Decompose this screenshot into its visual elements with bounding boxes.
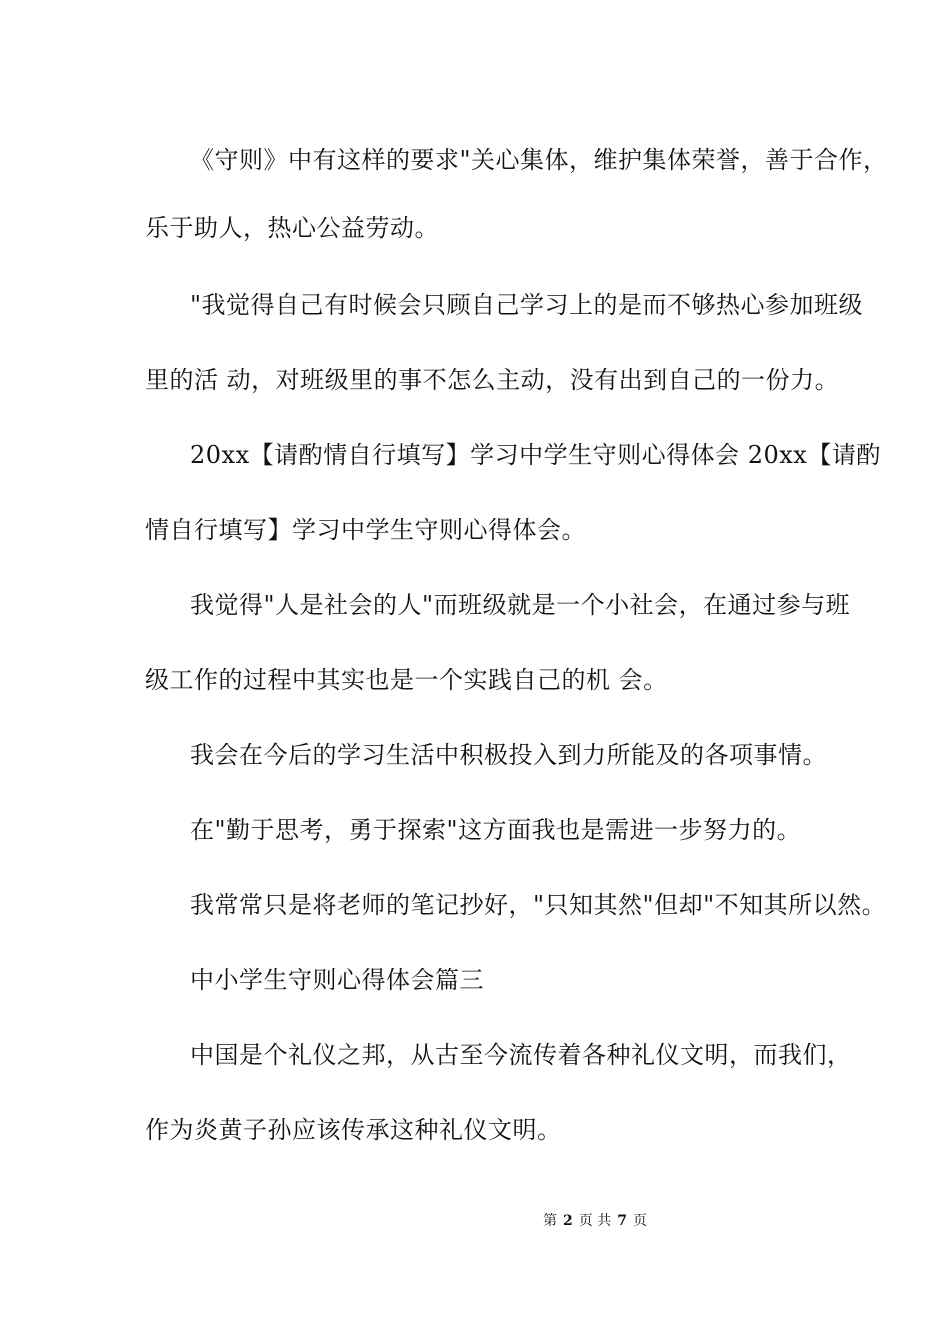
paragraph-2-line-1: "我觉得自己有时候会只顾自己学习上的是而不够热心参加班级 bbox=[190, 291, 864, 319]
paragraph-5-line-1: 我会在今后的学习生活中积极投入到力所能及的各项事情。 bbox=[190, 741, 827, 769]
section-heading: 中小学生守则心得体会篇三 bbox=[190, 966, 484, 994]
footer-middle: 页 共 bbox=[578, 1213, 612, 1229]
paragraph-3-line-1: 20xx【请酌情自行填写】学习中学生守则心得体会 20xx【请酌 bbox=[190, 441, 881, 469]
paragraph-4-line-2: 级工作的过程中其实也是一个实践自己的机 会。 bbox=[145, 666, 668, 694]
footer-suffix: 页 bbox=[632, 1213, 647, 1229]
current-page-number: 2 bbox=[563, 1213, 573, 1229]
paragraph-1-line-2: 乐于助人，热心公益劳动。 bbox=[145, 214, 439, 242]
paragraph-2-line-2: 里的活 动，对班级里的事不怎么主动，没有出到自己的一份力。 bbox=[145, 366, 840, 394]
paragraph-9-line-1: 中国是个礼仪之邦，从古至今流传着各种礼仪文明，而我们， bbox=[190, 1041, 852, 1069]
page-footer bbox=[0, 1212, 950, 1230]
paragraph-3-line-2: 情自行填写】学习中学生守则心得体会。 bbox=[145, 516, 586, 544]
paragraph-9-line-2: 作为炎黄子孙应该传承这种礼仪文明。 bbox=[145, 1116, 562, 1144]
footer-prefix: 第 bbox=[543, 1213, 558, 1229]
paragraph-1-line-1: 《守则》中有这样的要求"关心集体，维护集体荣誉，善于合作， bbox=[190, 146, 888, 174]
paragraph-4-line-1: 我觉得"人是社会的人"而班级就是一个小社会，在通过参与班 bbox=[190, 591, 851, 619]
paragraph-6-line-1: 在"勤于思考，勇于探索"这方面我也是需进一步努力的。 bbox=[190, 816, 802, 844]
paragraph-7-line-1: 我常常只是将老师的笔记抄好，"只知其然"但却"不知其所以然。 bbox=[190, 891, 887, 919]
total-pages-number: 7 bbox=[617, 1213, 627, 1229]
